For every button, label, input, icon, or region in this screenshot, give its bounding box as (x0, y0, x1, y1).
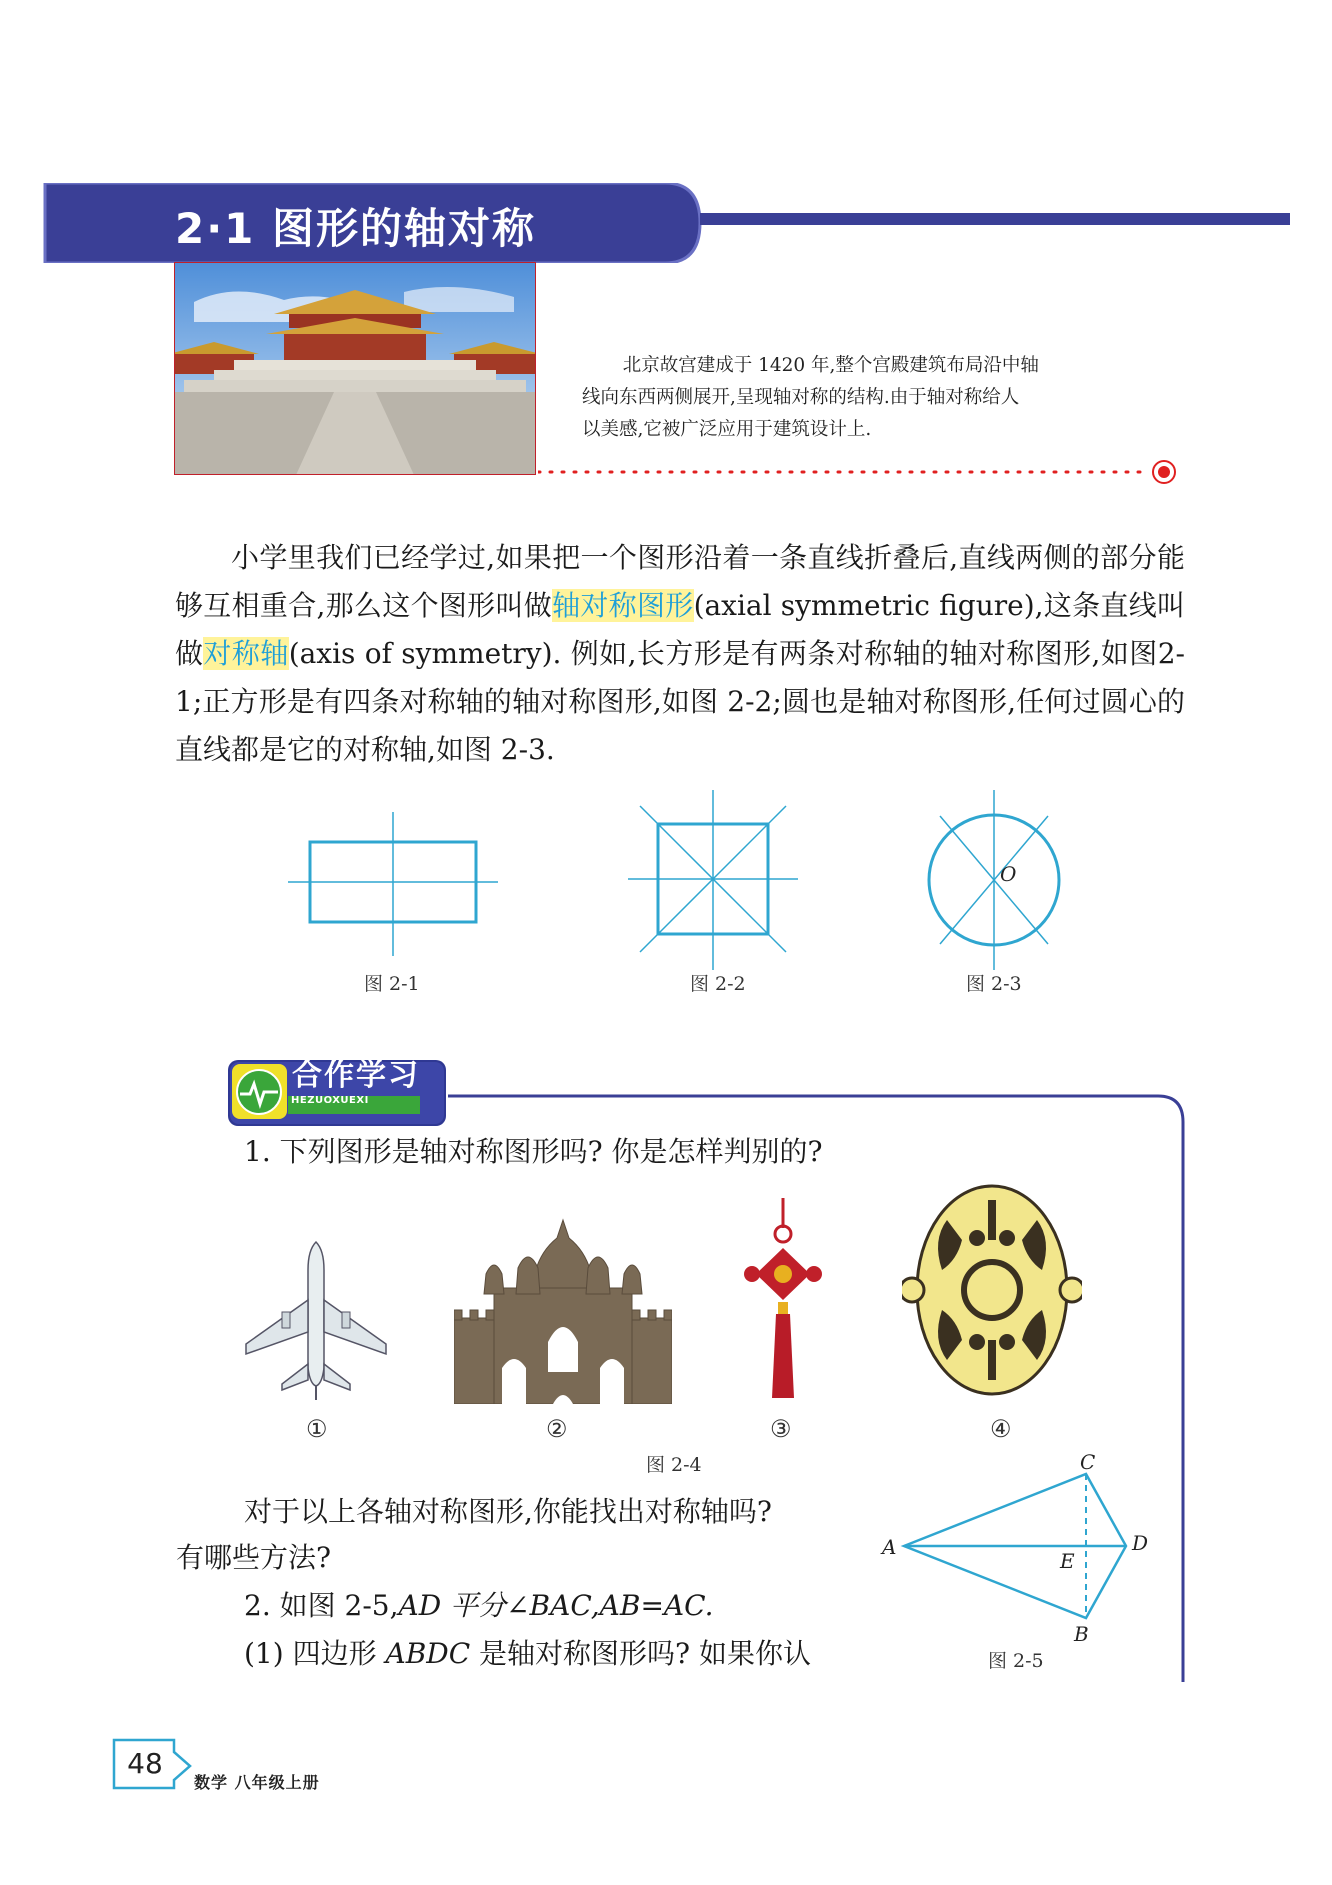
item-number: ① (306, 1415, 328, 1443)
intro-text: (axis of symmetry). 例如,长方形是有两条对称轴的轴对称图形,如图2-1;正方形是有四条对称轴的轴对称图形,如图 2-2;圆也是轴对称图形,任何过圆心的直线都是它的对称轴,如图 2-3. (175, 637, 1185, 766)
book-title: 数学 八年级上册 (194, 1773, 320, 1792)
quadrilateral-name: ABDC (385, 1637, 471, 1670)
point-d-label: D (1132, 1531, 1149, 1555)
caption-line: 以美感,它被广泛应用于建筑设计上. (582, 419, 872, 440)
figure-2-5-kite (900, 1460, 1140, 1646)
point-b-label: B (1074, 1622, 1089, 1646)
coop-learning-subtitle: HEZUOXUEXI (291, 1095, 369, 1106)
caption-line: 线向东西两侧展开,呈现轴对称的结构.由于轴对称给人 (582, 387, 1020, 408)
question-2-prefix: 2. 如图 2-5, (244, 1589, 399, 1622)
question-1: 1. 下列图形是轴对称图形吗? 你是怎样判别的? (244, 1135, 823, 1168)
question-2-sub-prefix: (1) 四边形 (244, 1637, 386, 1670)
point-c-label: C (1080, 1450, 1096, 1474)
term-axial-symmetric-figure: 轴对称图形 (552, 589, 694, 622)
point-a-label: A (882, 1535, 897, 1559)
item-number: ④ (990, 1415, 1012, 1443)
figure-2-3-circle (922, 790, 1072, 970)
page-number: 48 (127, 1747, 163, 1780)
intro-paragraph (175, 534, 1185, 774)
item-number: ② (546, 1415, 568, 1443)
forbidden-city-photo (174, 262, 536, 475)
figure-2-1-rectangle (288, 812, 508, 982)
item-number: ③ (770, 1415, 792, 1443)
coop-learning-title: 合作学习 (292, 1058, 420, 1093)
paper-cut-image (902, 1180, 1082, 1398)
caption-dotted-divider (538, 460, 1178, 484)
airplane-image (242, 1240, 390, 1402)
question-2-sub-suffix: 是轴对称图形吗? 如果你认 (470, 1637, 811, 1670)
point-e-label: E (1060, 1549, 1075, 1573)
figure-2-5-label: 图 2-5 (988, 1650, 1044, 1672)
figure-2-4-label: 图 2-4 (646, 1454, 702, 1476)
intro-text: (axial symmetric figure),这条直线叫做 (175, 589, 1185, 670)
chinese-knot-image (740, 1198, 826, 1404)
section-title: 2·1 图形的轴对称 (175, 204, 537, 253)
circle-center-label: O (1000, 862, 1017, 886)
figure-2-2-square (628, 790, 798, 975)
photo-caption (582, 350, 1142, 446)
intro-text: 小学里我们已经学过,如果把一个图形沿着一条直线折叠后,直线两侧的部分能够互相重合,那么这个图形叫做 (175, 541, 1185, 622)
figure-2-2-label: 图 2-2 (690, 973, 746, 995)
ask-text-line-2: 有哪些方法? (176, 1541, 332, 1574)
figure-2-1-label: 图 2-1 (364, 973, 420, 995)
question-2-condition: AD 平分∠BAC,AB=AC. (398, 1589, 714, 1622)
term-axis-of-symmetry: 对称轴 (203, 637, 289, 670)
castle-image (454, 1218, 672, 1404)
caption-line: 北京故宫建成于 1420 年,整个宫殿建筑布局沿中轴 (622, 355, 1039, 376)
ask-text-line-1: 对于以上各轴对称图形,你能找出对称轴吗? (244, 1495, 772, 1528)
figure-2-3-label: 图 2-3 (966, 973, 1022, 995)
